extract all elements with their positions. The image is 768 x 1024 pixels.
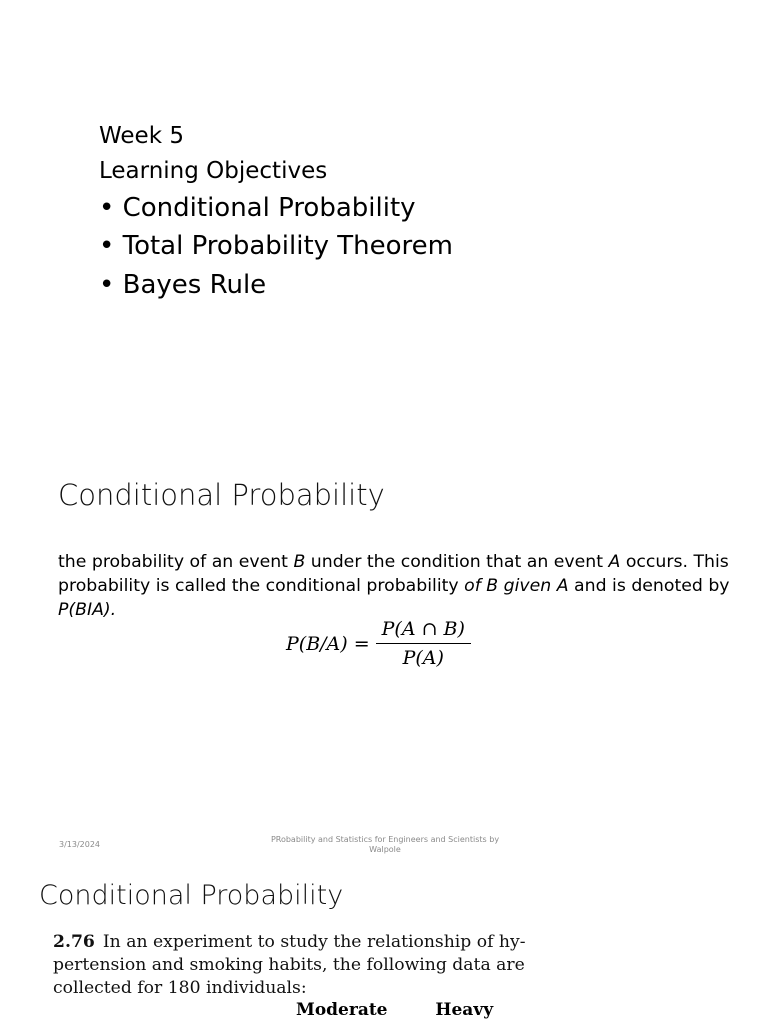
- problem-text: In an experiment to study the relationship of hy-pertension and smoking habits, the following data are collected for 180 individuals:: [53, 932, 526, 998]
- objective-bullet: • Conditional Probability: [99, 193, 416, 223]
- footer-date: 3/13/2024: [59, 840, 101, 849]
- given-phrase: of B given A: [464, 576, 569, 596]
- slide-title: Conditional Probability: [39, 880, 344, 911]
- problem-number: 2.76: [53, 932, 95, 952]
- text-segment: under the condition that an event: [305, 552, 609, 572]
- column-header-moderate: Moderate: [296, 1000, 388, 1020]
- problem-statement: [53, 931, 553, 1000]
- formula-denominator: P(A): [402, 647, 444, 669]
- slide-conditional-probability-example: [0, 870, 768, 1024]
- text-segment: occurs. This probability is called the conditional probability: [58, 552, 729, 596]
- event-b: B: [293, 552, 306, 572]
- event-a: A: [608, 552, 621, 572]
- objective-bullet: • Bayes Rule: [99, 270, 267, 300]
- column-header-heavy: Heavy: [435, 1000, 494, 1020]
- formula-equals: =: [353, 632, 370, 655]
- learning-objectives-heading: Learning Objectives: [99, 158, 328, 184]
- slide-title: Conditional Probability: [58, 478, 385, 512]
- slide-learning-objectives: [0, 0, 768, 440]
- conditional-probability-formula: [286, 618, 471, 669]
- slide-conditional-probability-definition: [0, 440, 768, 870]
- definition-text: [58, 550, 738, 622]
- notation: P(BIA).: [58, 600, 117, 620]
- objective-bullet: • Total Probability Theorem: [99, 231, 453, 261]
- text-segment: the probability of an event: [58, 552, 294, 572]
- week-label: Week 5: [99, 123, 184, 149]
- formula-numerator: P(A ∩ B): [376, 618, 471, 644]
- formula-fraction: [376, 618, 471, 669]
- formula-lhs: P(B/A): [286, 632, 348, 655]
- table-column-headers: [296, 1000, 493, 1020]
- text-segment: and is denoted by: [568, 576, 730, 596]
- footer-source: PRobability and Statistics for Engineers and Scientists by Walpole: [270, 835, 500, 854]
